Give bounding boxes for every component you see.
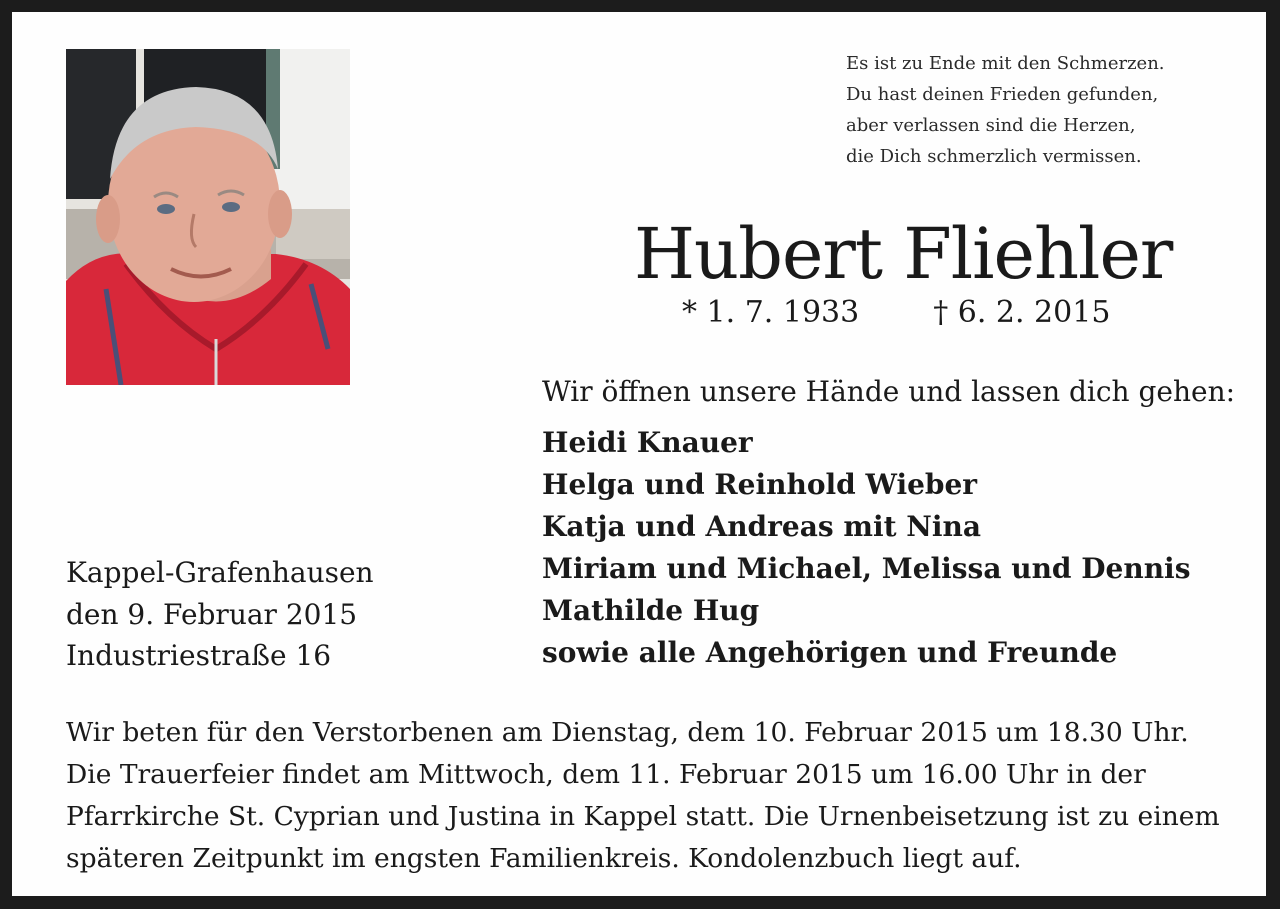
death-date: † 6. 2. 2015 [933, 295, 1111, 330]
life-dates [682, 293, 1110, 333]
obituary-card [12, 12, 1266, 896]
mourner-name: Katja und Andreas mit Nina [542, 510, 982, 543]
deceased-name: Hubert Fliehler [634, 213, 1173, 295]
poem-line: die Dich schmerzlich vermissen. [846, 146, 1142, 167]
portrait-photo [66, 49, 350, 385]
mourner-name: Miriam und Michael, Melissa und Dennis [542, 552, 1191, 585]
notice-line: Wir beten für den Verstorbenen am Dienstag, dem 10. Februar 2015 um 18.30 Uhr. [66, 717, 1189, 748]
service-notice [66, 712, 1218, 880]
poem-line: Es ist zu Ende mit den Schmerzen. [846, 53, 1165, 74]
mourners-list [542, 422, 1190, 674]
place-line: den 9. Februar 2015 [66, 597, 358, 631]
mourner-name: sowie alle Angehörigen und Freunde [542, 636, 1118, 669]
poem [846, 48, 1246, 172]
place-line: Kappel-Grafenhausen [66, 556, 374, 589]
notice-line: Die Trauerfeier findet am Mittwoch, dem 11. Februar 2015 um 16.00 Uhr in der [66, 759, 1146, 790]
poem-line: aber verlassen sind die Herzen, [846, 115, 1136, 136]
place-line: Industriestraße 16 [66, 639, 332, 672]
notice-line: späteren Zeitpunkt im engsten Familienkreis. Kondolenzbuch liegt auf. [66, 843, 1022, 874]
mourners-intro: Wir öffnen unsere Hände und lassen dich gehen: [542, 375, 1236, 408]
mourner-name: Heidi Knauer [542, 426, 753, 459]
poem-line: Du hast deinen Frieden gefunden, [846, 84, 1159, 105]
birth-date: * 1. 7. 1933 [682, 295, 860, 330]
mourner-name: Mathilde Hug [542, 594, 760, 627]
notice-line: Pfarrkirche St. Cyprian und Justina in Kappel statt. Die Urnenbeisetzung ist zu einem [66, 801, 1220, 832]
mourner-name: Helga und Reinhold Wieber [542, 468, 978, 501]
place-and-date [66, 552, 374, 677]
